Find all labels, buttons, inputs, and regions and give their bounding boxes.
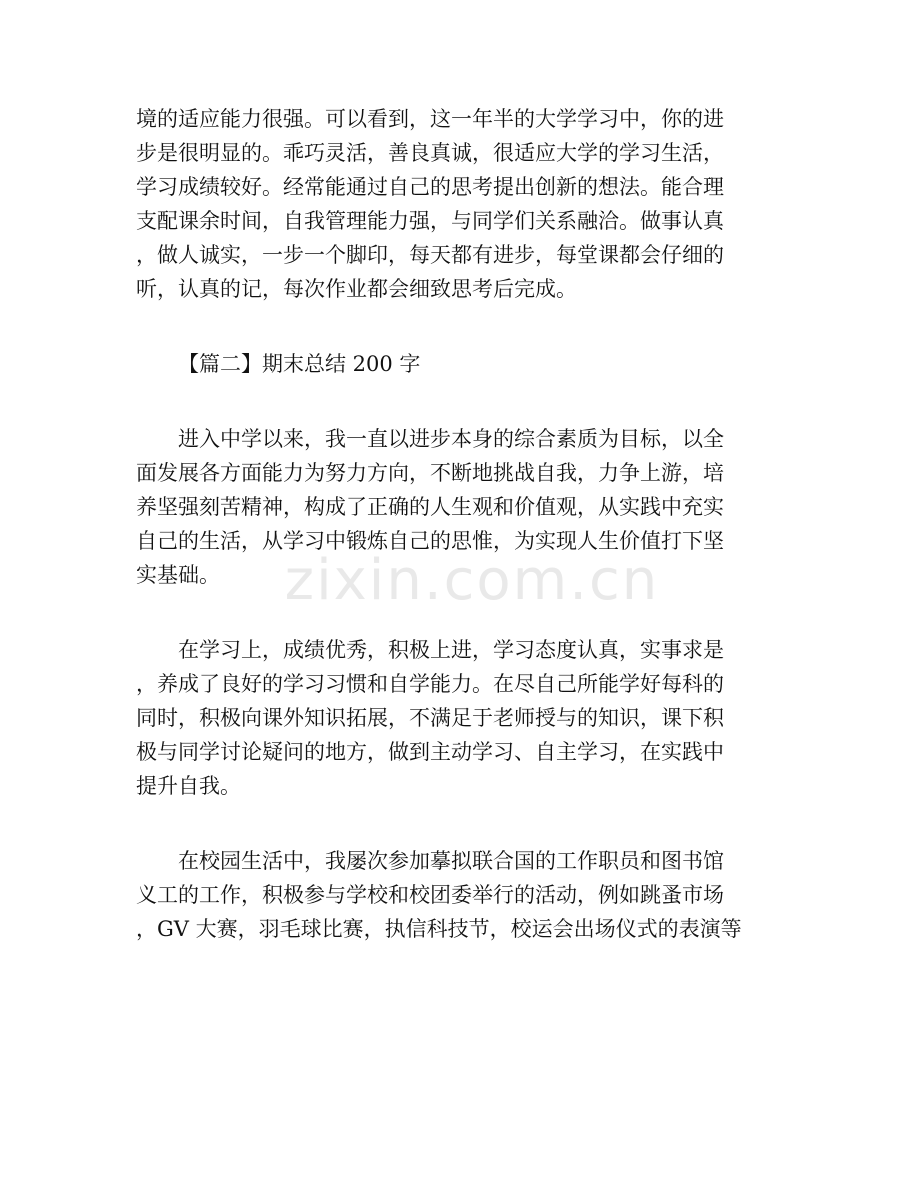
- text-line: 在校园生活中，我屡次参加摹拟联合国的工作职员和图书馆: [178, 849, 724, 873]
- text-line: 支配课余时间，自我管理能力强，与同学们关系融洽。做事认真: [136, 209, 724, 233]
- text-line: ，做人诚实，一步一个脚印，每天都有进步，每堂课都会仔细的: [136, 243, 724, 267]
- text-line: 极与同学讨论疑问的地方，做到主动学习、自主学习，在实践中: [136, 740, 724, 764]
- text-line: 同时，积极向课外知识拓展，不满足于老师授与的知识，课下积: [136, 706, 724, 730]
- text-line: 学习成绩较好。经常能通过自己的思考提出创新的想法。能合理: [136, 175, 724, 199]
- section-heading: 【篇二】期末总结 200 字: [178, 352, 421, 376]
- text-line: 听，认真的记，每次作业都会细致思考后完成。: [136, 277, 577, 301]
- text-line: 境的适应能力很强。可以看到，这一年半的大学学习中，你的进: [136, 107, 724, 131]
- text-line: 步是很明显的。乖巧灵活，善良真诚，很适应大学的学习生活，: [136, 141, 724, 165]
- paragraph-gap: [136, 803, 772, 844]
- text-line: 面发展各方面能力为努力方向，不断地挑战自我，力争上游，培: [136, 461, 724, 485]
- document-body: [136, 102, 772, 946]
- text-line: ，GV 大赛，羽毛球比赛，执信科技节，校运会出场仪式的表演等: [136, 917, 742, 941]
- text-line: 进入中学以来，我一直以进步本身的综合素质为目标，以全: [178, 427, 724, 451]
- paragraph-intro: [136, 422, 772, 592]
- text-line: ，养成了良好的学习习惯和自学能力。在尽自己所能学好每科的: [136, 672, 724, 696]
- paragraph-campus-life: [136, 844, 772, 946]
- text-line: 在学习上，成绩优秀，积极上进，学习态度认真，实事求是: [178, 638, 724, 662]
- paragraph-gap: [136, 381, 772, 422]
- paragraph-gap: [136, 306, 772, 347]
- watermark: zixin.com.cn: [284, 548, 660, 613]
- paragraph-study: [136, 633, 772, 803]
- text-line: 义工的工作，积极参与学校和校团委举行的活动，例如跳蚤市场: [136, 883, 724, 907]
- text-line: 实基础。: [136, 563, 220, 587]
- paragraph-evaluation-continued: [136, 102, 772, 306]
- text-line: 提升自我。: [136, 774, 241, 798]
- text-line: 自己的生活，从学习中锻炼自己的思惟，为实现人生价值打下坚: [136, 529, 724, 553]
- paragraph-gap: [136, 592, 772, 633]
- text-line: 养坚强刻苦精神，构成了正确的人生观和价值观，从实践中充实: [136, 495, 724, 519]
